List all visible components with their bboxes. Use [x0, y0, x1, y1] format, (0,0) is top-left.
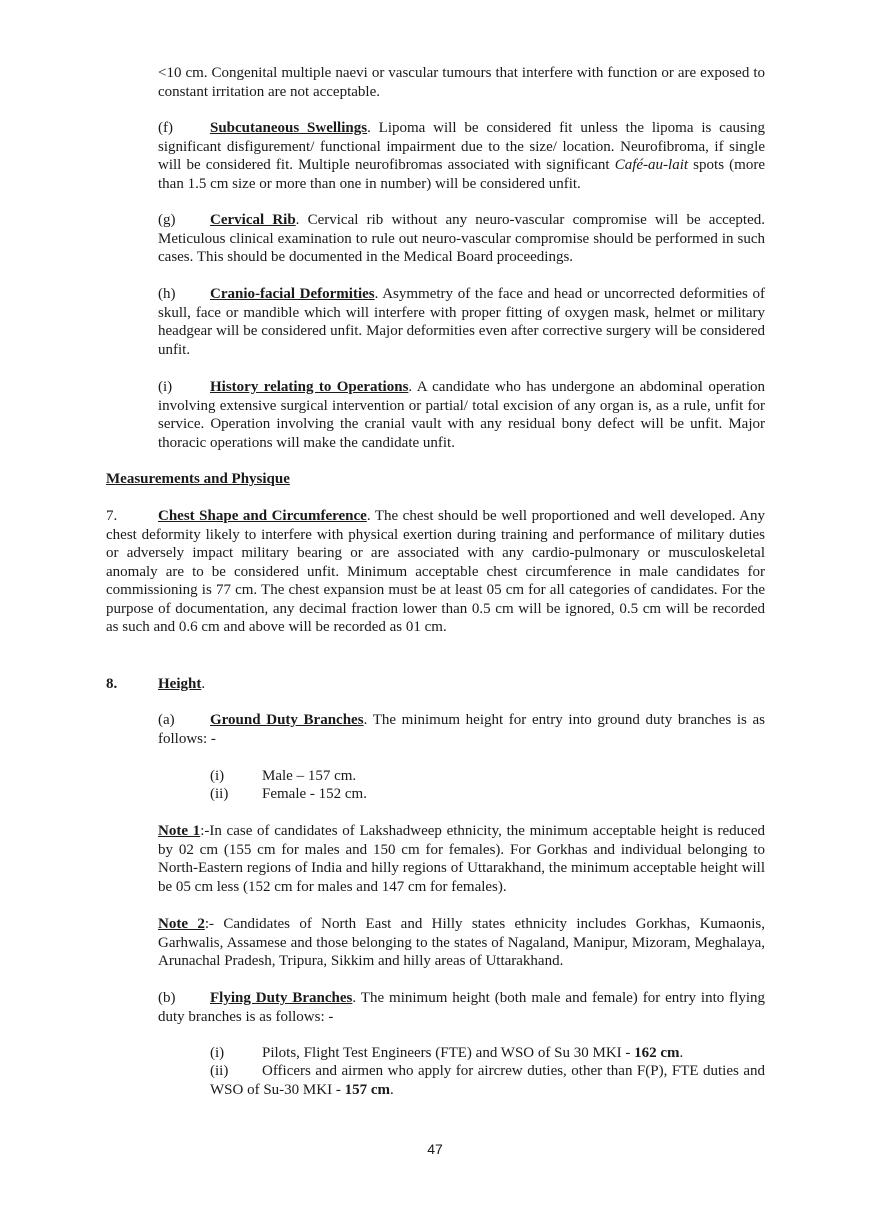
para-h-marker: (h) — [158, 286, 176, 302]
para-8 — [106, 675, 765, 694]
para-8b-title: Flying Duty Branches — [210, 990, 353, 1006]
para-i-title: History relating to Operations — [210, 379, 409, 395]
para-7-title: Chest Shape and Circumference — [158, 508, 367, 524]
para-8-number: 8. — [106, 676, 118, 692]
para-h-body: . Asymmetry of the face and head or uncorrected deformities of skull, face or mandible which will interfere with proper fitting of oxygen mask, helmet or military headgear will be considered unfit. Major deformities even after corrective surgery will be considered unfit. — [158, 286, 765, 358]
para-i-marker: (i) — [158, 379, 173, 395]
intro-text: <10 cm. Congenital multiple naevi or vascular tumours that interfere with function or are exposed to constant irritation are not acceptable. — [158, 65, 765, 100]
section-heading: Measurements and Physique — [106, 471, 290, 487]
para-8a-body: . The minimum height for entry into ground duty branches is as follows: - — [158, 712, 765, 747]
note-2-body: :- Candidates of North East and Hilly states ethnicity includes Gorkhas, Kumaonis, Garhwalis, Assamese and those belonging to the states of Nagaland, Manipur, Mizoram, Meghalaya, Arunachal Pradesh, Tripura, Sikkim and hilly areas of Uttarakhand. — [158, 916, 765, 969]
para-8b-marker: (b) — [158, 990, 176, 1006]
para-g — [158, 211, 765, 267]
list-item-number: (ii) — [210, 786, 229, 802]
list-item-number: (i) — [210, 1045, 225, 1061]
para-g-title: Cervical Rib — [210, 212, 296, 228]
para-f — [158, 119, 765, 193]
intro-paragraph — [158, 64, 765, 101]
list-item-bold-value: 157 cm — [344, 1081, 390, 1098]
para-f-body-1: . Lipoma will be considered fit unless the lipoma is causing significant disfigurement/ functional impairment due to the size/ location. Neurofibroma, if single will be considered fit. Multiple neurofibromas associated with significant — [158, 120, 765, 173]
note-2 — [158, 915, 765, 971]
list-item-text: Officers and airmen who apply for aircrew duties, other than F(P), FTE duties and WSO of Su-30 MKI - — [210, 1063, 765, 1098]
list-item — [210, 1062, 765, 1099]
para-f-title: Subcutaneous Swellings — [210, 120, 368, 136]
list-item-text: Pilots, Flight Test Engineers (FTE) and WSO of Su 30 MKI - — [262, 1045, 635, 1061]
para-8a-marker: (a) — [158, 712, 175, 728]
list-item — [210, 1044, 770, 1063]
para-7-number: 7. — [106, 508, 118, 524]
para-g-body: . Cervical rib without any neuro-vascular compromise will be accepted. Meticulous clinical examination to rule out neuro-vascular compromise should be performed in such cases. This should be documented in the Medical Board proceedings. — [158, 212, 766, 265]
para-8-after: . — [201, 676, 206, 692]
note-1-body: :-In case of candidates of Lakshadweep ethnicity, the minimum acceptable height is reduced by 02 cm (155 cm for males and 150 cm for females). For Gorkhas and individual belonging to North-Eastern regions of India and hilly regions of Uttarakhand, the minimum acceptable height will be 05 cm less (152 cm for males and 147 cm for females). — [158, 823, 765, 895]
para-f-body-2: spots (more than 1.5 cm size or more than one in number) will be considered unfit. — [158, 157, 765, 192]
list-item-number: (i) — [210, 768, 225, 784]
para-8a — [158, 711, 765, 748]
para-i — [158, 378, 765, 452]
para-7 — [106, 507, 765, 637]
note-1-title: Note 1 — [158, 823, 201, 839]
page-number: 47 — [427, 1141, 443, 1157]
para-h — [158, 285, 765, 359]
list-item-text: Female - 152 cm. — [262, 786, 367, 802]
list-item-end: . — [679, 1045, 684, 1061]
para-g-marker: (g) — [158, 212, 176, 228]
list-item — [210, 785, 770, 804]
para-8b-body: . The minimum height (both male and female) for entry into flying duty branches is as follows: - — [158, 990, 765, 1025]
para-8b — [158, 989, 765, 1026]
list-item-end: . — [389, 1081, 394, 1098]
para-i-body: . A candidate who has undergone an abdominal operation involving extensive surgical intervention or partial/ total excision of any organ is, as a rule, unfit for service. Operation involving the cranial vault with any residual bony defect will be unfit. Major thoracic operations will make the candidate unfit. — [158, 379, 765, 451]
list-item-number: (ii) — [210, 1063, 229, 1079]
para-h-title: Cranio-facial Deformities — [210, 286, 375, 302]
list-item-bold-value: 162 cm — [634, 1045, 680, 1061]
para-7-body: . The chest should be well proportioned and well developed. Any chest deformity likely to interfere with physical exertion during training and performance of military duties or adversely impact military bearing or are associated with any cardio-pulmonary or musculoskeletal anomaly are to be considered unfit. Minimum acceptable chest circumference in male candidates for commissioning is 77 cm. The chest expansion must be at least 05 cm for all categories of candidates. For the purpose of documentation, any decimal fraction lower than 0.5 cm will be ignored, 0.5 cm will be recorded as such and 0.6 cm and above will be recorded as 01 cm. — [106, 508, 766, 635]
para-f-italic: Café-au-lait — [614, 157, 689, 173]
para-8-title: Height — [158, 676, 202, 692]
para-f-marker: (f) — [158, 120, 173, 136]
list-item — [210, 767, 770, 786]
note-2-title: Note 2 — [158, 916, 205, 932]
para-8a-title: Ground Duty Branches — [210, 712, 364, 728]
note-1 — [158, 822, 765, 896]
list-item-text: Male – 157 cm. — [262, 768, 357, 784]
